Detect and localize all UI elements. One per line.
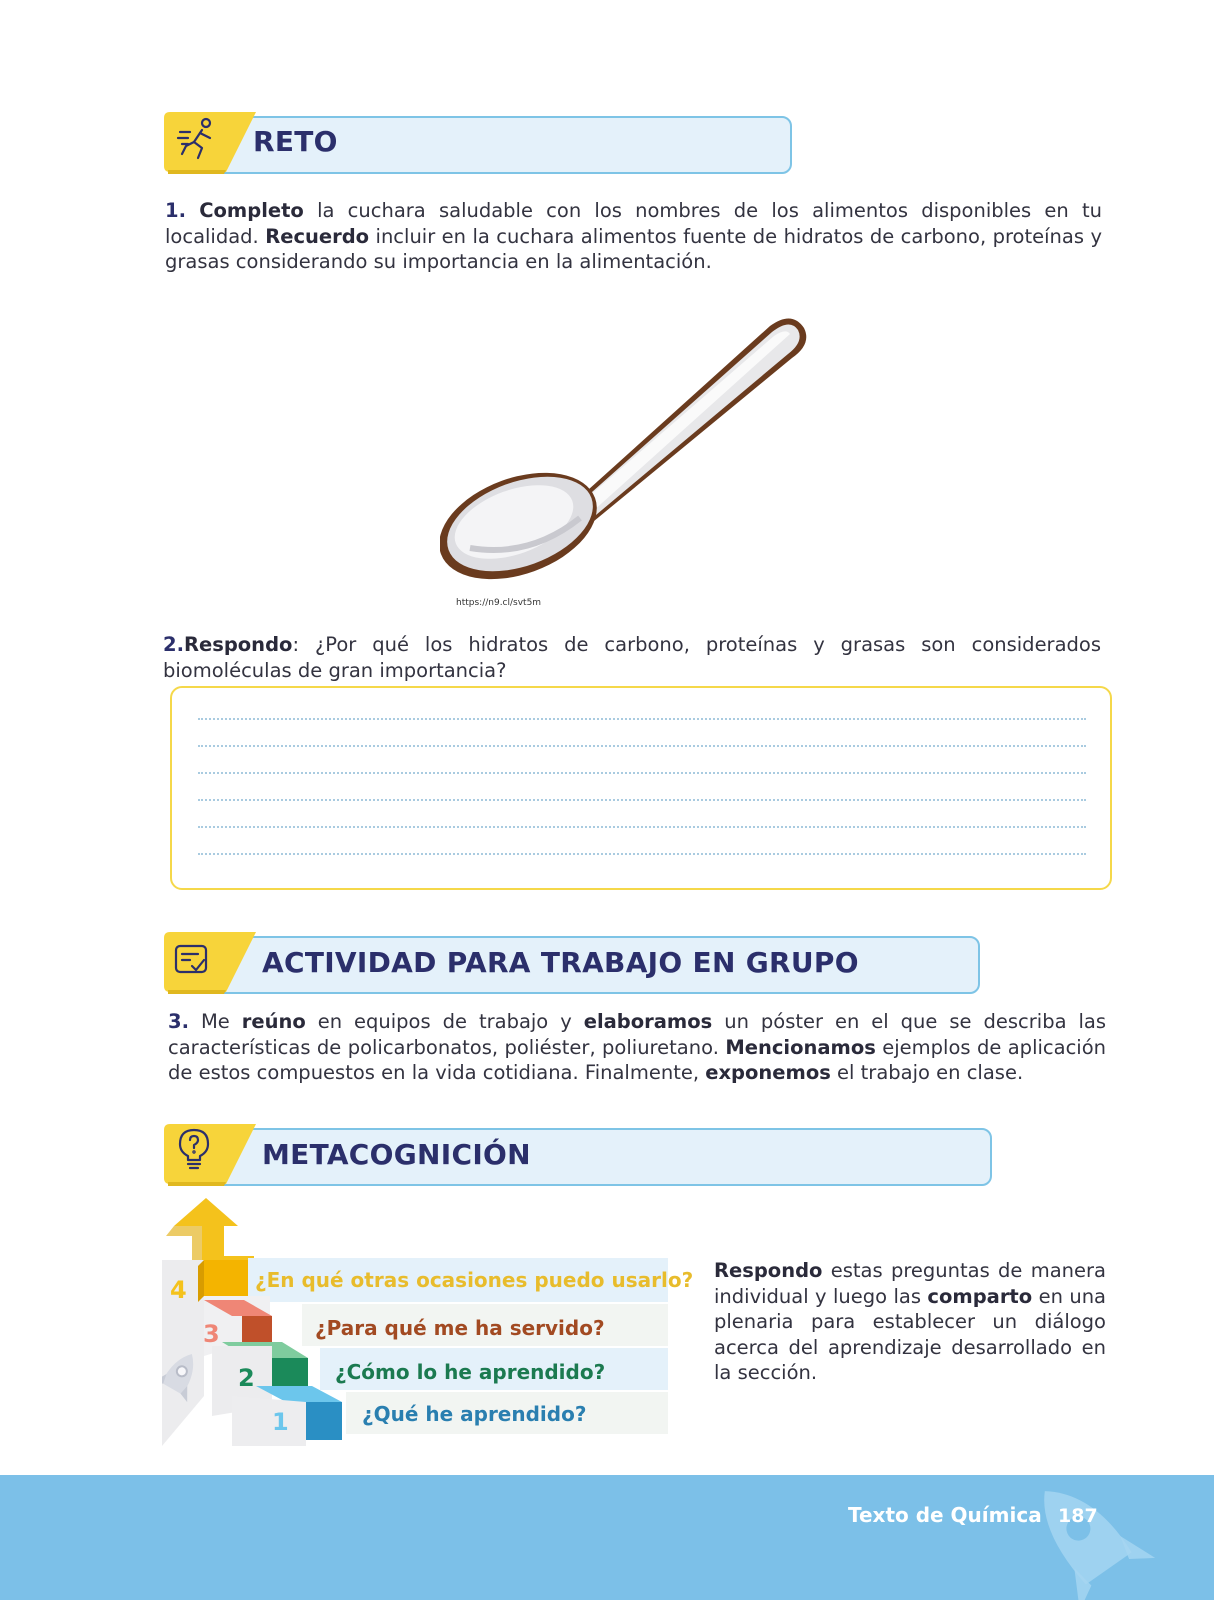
text: : ¿Por qué los hidratos de carbono, proteínas y grasas son considerados biomoléculas de gran importancia? — [163, 633, 1101, 682]
reto-item-2 — [163, 632, 1101, 683]
bold-verb: exponemos — [705, 1061, 831, 1084]
step-question-1: ¿Qué he aprendido? — [362, 1402, 587, 1426]
bold-verb: Respondo — [183, 633, 293, 656]
text: ejemplos de aplicación de estos compuestos en la vida cotidiana. Finalmente, — [168, 1035, 1106, 1084]
text: el trabajo en clase. — [830, 1061, 1024, 1084]
bold-verb: comparto — [927, 1284, 1033, 1308]
reto-title: RETO — [253, 125, 338, 158]
footer-book-title: Texto de Química — [848, 1503, 1042, 1527]
grupo-item-3 — [168, 1009, 1106, 1086]
text: la cuchara saludable con los nombres de los alimentos disponibles en tu localidad. — [165, 199, 1102, 248]
step-number-2: 2 — [238, 1364, 255, 1392]
bold-verb: Recuerdo — [265, 224, 370, 248]
text: estas preguntas de manera individual y luego las — [714, 1259, 1106, 1308]
text: un póster en el que se describa las características de policarbonatos, poliéster, poliuretano. — [168, 1010, 1107, 1059]
image-credit: https://n9.cl/svt5m — [456, 598, 542, 608]
item-number: 1. — [165, 199, 186, 222]
step-question-2: ¿Cómo lo he aprendido? — [335, 1360, 606, 1384]
rocket-icon — [1028, 1468, 1178, 1600]
step-number-4: 4 — [170, 1276, 187, 1304]
answer-line — [198, 745, 1086, 747]
lightbulb-icon — [176, 1126, 212, 1170]
answer-line — [198, 772, 1086, 774]
answer-box[interactable] — [170, 686, 1112, 890]
grupo-title: ACTIVIDAD PARA TRABAJO EN GRUPO — [262, 946, 859, 979]
meta-title: METACOGNICIÓN — [262, 1138, 531, 1171]
step-number-1: 1 — [272, 1408, 289, 1436]
reto-item-1 — [165, 198, 1102, 275]
meta-instructions — [714, 1258, 1106, 1386]
step-question-4: ¿En qué otras ocasiones puedo usarlo? — [255, 1268, 694, 1292]
text: en equipos de trabajo y — [305, 1010, 584, 1033]
step-question-3: ¿Para qué me ha servido? — [315, 1316, 605, 1340]
step-number-3: 3 — [203, 1320, 220, 1348]
page-number: 187 — [1058, 1505, 1098, 1527]
bold-verb: Respondo — [714, 1259, 823, 1282]
spoon-illustration — [440, 308, 820, 598]
answer-line — [198, 718, 1086, 720]
answer-line — [198, 826, 1086, 828]
answer-line — [198, 799, 1086, 801]
bold-verb: elaboramos — [583, 1010, 713, 1033]
text: incluir en la cuchara alimentos fuente de hidratos de carbono, proteínas y grasas considerando su importancia en la alimentación. — [165, 224, 1102, 273]
item-number: 3. — [168, 1010, 189, 1033]
bold-verb: Completo — [199, 199, 304, 222]
runner-icon — [176, 116, 220, 162]
text: Me — [188, 1010, 242, 1033]
bold-verb: reúno — [241, 1010, 306, 1033]
item-number: 2. — [163, 633, 184, 656]
bold-verb: Mencionamos — [725, 1035, 876, 1059]
answer-line — [198, 853, 1086, 855]
text: en una plenaria para establecer un diálogo acerca del aprendizaje desarrollado en la sección. — [714, 1284, 1106, 1384]
checklist-icon — [172, 940, 212, 980]
